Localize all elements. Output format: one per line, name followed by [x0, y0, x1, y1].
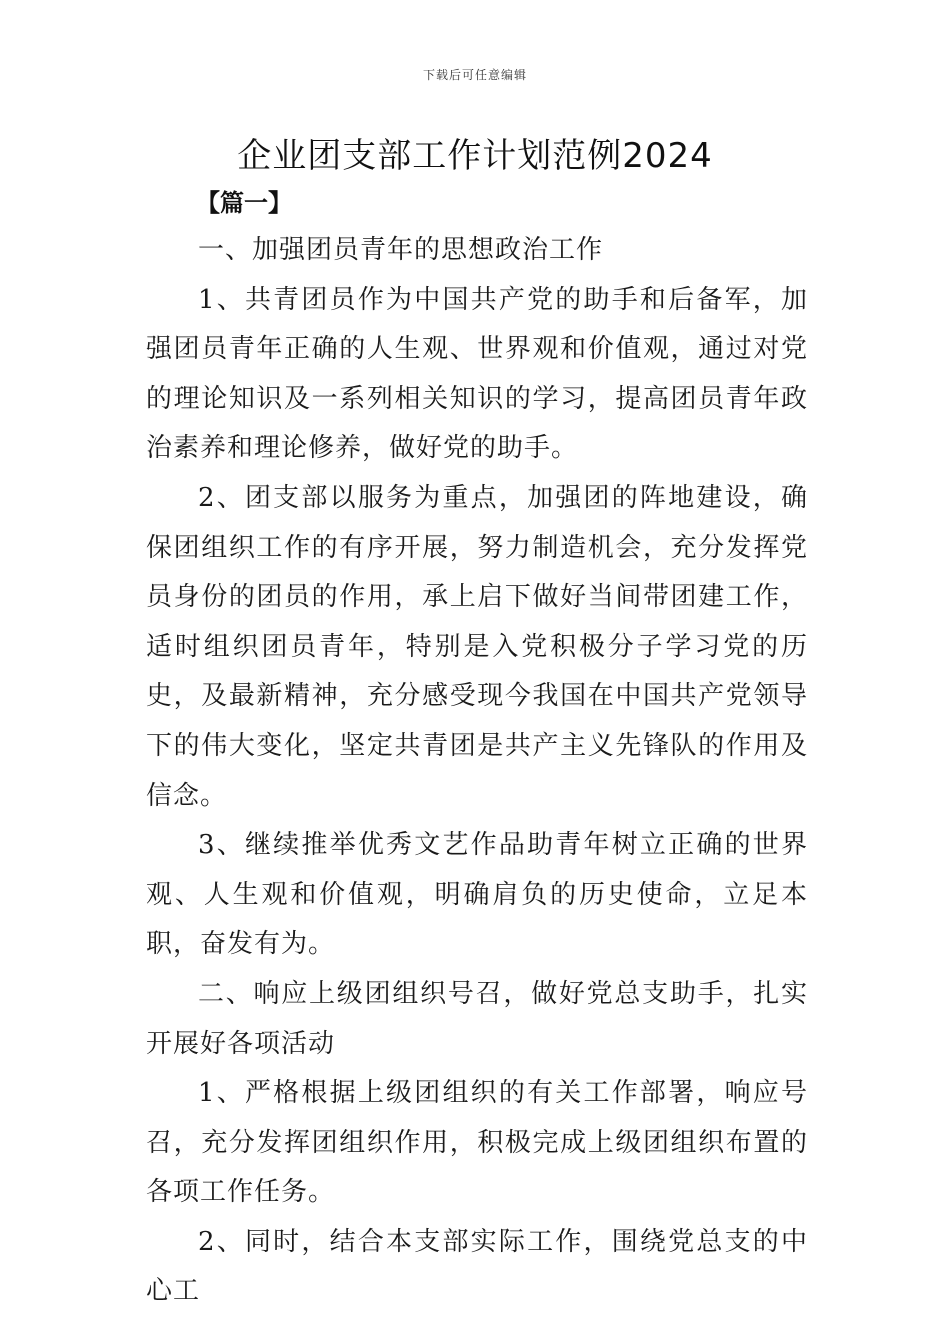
paragraph: 2、同时，结合本支部实际工作，围绕党总支的中心工: [146, 1226, 808, 1307]
paragraph-heading-1: 一、加强团员青年的思想政治工作: [198, 235, 604, 265]
header-note: 下载后可任意编辑: [422, 68, 527, 82]
paragraph: 2、团支部以服务为重点，加强团的阵地建设，确保团组织工作的有序开展，努力制造机会，充分发挥党员身份的团员的作用，承上启下做好当间带团建工作，适时组织团员青年，特别是入党积极分子学习党的历史，及最新精神，充分感受现今我国在中国共产党领导下的伟大变化，坚定共青团是共产主义先锋队的作用及信念。: [146, 482, 808, 811]
section-tag: 【篇一】: [196, 189, 292, 217]
document-body: [146, 226, 808, 1317]
paragraph: 1、严格根据上级团组织的有关工作部署，响应号召，充分发挥团组织作用，积极完成上级团组织布置的各项工作任务。: [146, 1078, 808, 1208]
paragraph: 3、继续推举优秀文艺作品助青年树立正确的世界观、人生观和价值观，明确肩负的历史使命，立足本职，奋发有为。: [146, 830, 808, 960]
paragraph: 1、共青团员作为中国共产党的助手和后备军，加强团员青年正确的人生观、世界观和价值观，通过对党的理论知识及一系列相关知识的学习，提高团员青年政治素养和理论修养，做好党的助手。: [146, 284, 808, 464]
document-title: 企业团支部工作计划范例2024: [237, 136, 713, 176]
paragraph-heading-2: 二、响应上级团组织号召，做好党总支助手，扎实开展好各项活动: [146, 978, 808, 1059]
